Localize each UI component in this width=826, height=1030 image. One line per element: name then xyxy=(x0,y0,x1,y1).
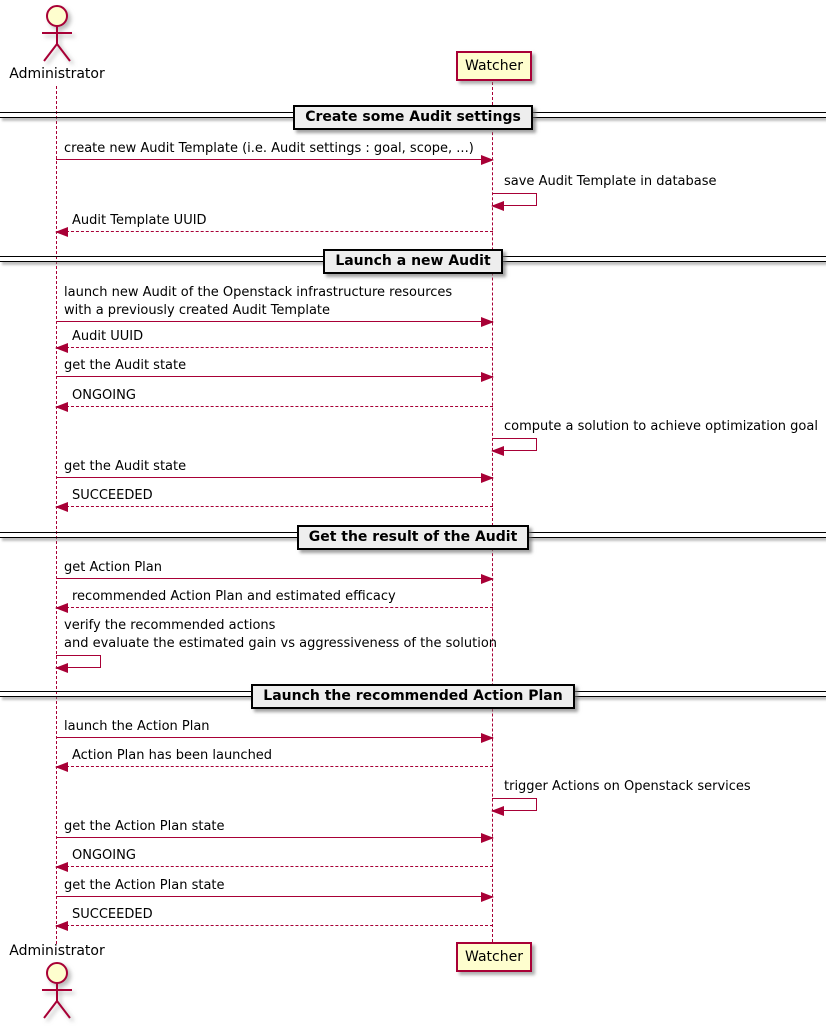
message-ongoing-1 xyxy=(56,388,493,407)
message-label: SUCCEEDED xyxy=(72,488,153,503)
message-label: recommended Action Plan and estimated efficacy xyxy=(72,589,396,604)
message-succeeded-2 xyxy=(56,907,493,926)
arrowhead-left-icon xyxy=(55,502,68,512)
message-action-plan-launched xyxy=(56,748,493,767)
arrowhead-right-icon xyxy=(481,833,494,843)
arrow-line xyxy=(56,578,493,579)
actor-icon xyxy=(36,961,78,1021)
divider-launch-new-audit xyxy=(0,249,826,273)
self-message-verify-actions xyxy=(56,618,576,668)
arrowhead-left-icon xyxy=(55,402,68,412)
message-label: get the Action Plan state xyxy=(64,819,225,834)
message-recommended-action-plan xyxy=(56,589,493,608)
self-message-trigger-actions xyxy=(492,779,826,811)
message-get-action-plan xyxy=(56,560,493,579)
administrator-actor-top xyxy=(0,4,114,82)
message-label: with a previously created Audit Template xyxy=(64,303,331,318)
message-audit-template-uuid xyxy=(56,213,493,232)
message-launch-new-audit xyxy=(56,285,493,322)
self-arrow-line xyxy=(492,193,537,206)
arrowhead-left-icon xyxy=(491,806,504,816)
message-label: ONGOING xyxy=(72,388,136,403)
message-label: Action Plan has been launched xyxy=(72,748,273,763)
self-message-save-template xyxy=(492,174,826,206)
message-label: ONGOING xyxy=(72,848,136,863)
watcher-label-top: Watcher xyxy=(465,58,523,74)
message-ongoing-2 xyxy=(56,848,493,867)
arrowhead-right-icon xyxy=(481,155,494,165)
arrowhead-left-icon xyxy=(55,343,68,353)
arrowhead-left-icon xyxy=(55,762,68,772)
self-arrow-line xyxy=(492,438,537,451)
arrow-line xyxy=(56,477,493,478)
arrow-line xyxy=(56,347,493,348)
arrowhead-left-icon xyxy=(55,663,68,673)
arrow-line xyxy=(56,737,493,738)
arrowhead-left-icon xyxy=(491,201,504,211)
message-label: save Audit Template in database xyxy=(504,174,717,189)
message-label: and evaluate the estimated gain vs aggressiveness of the solution xyxy=(64,636,498,651)
arrow-line xyxy=(56,321,493,322)
arrow-line xyxy=(56,896,493,897)
message-get-audit-state-2 xyxy=(56,459,493,478)
arrowhead-left-icon xyxy=(55,862,68,872)
arrow-line xyxy=(56,766,493,767)
message-label: create new Audit Template (i.e. Audit settings : goal, scope, ...) xyxy=(64,141,474,156)
divider-label: Launch a new Audit xyxy=(323,249,502,274)
message-label: launch the Action Plan xyxy=(64,719,210,734)
divider-create-audit-settings xyxy=(0,105,826,129)
message-label: verify the recommended actions xyxy=(64,618,276,633)
message-get-action-plan-state-1 xyxy=(56,819,493,838)
arrowhead-right-icon xyxy=(481,473,494,483)
arrowhead-left-icon xyxy=(55,603,68,613)
arrow-line xyxy=(56,837,493,838)
arrow-line xyxy=(56,231,493,232)
arrowhead-left-icon xyxy=(491,446,504,456)
arrowhead-right-icon xyxy=(481,574,494,584)
message-label: trigger Actions on Openstack services xyxy=(504,779,751,794)
self-message-compute-solution xyxy=(492,419,826,451)
arrow-line xyxy=(56,925,493,926)
arrow-line xyxy=(56,607,493,608)
arrow-line xyxy=(56,376,493,377)
actor-icon xyxy=(36,4,78,64)
administrator-label-top: Administrator xyxy=(9,66,105,82)
divider-label: Create some Audit settings xyxy=(293,105,533,130)
arrow-line xyxy=(56,159,493,160)
self-arrow-line xyxy=(492,798,537,811)
arrowhead-left-icon xyxy=(55,227,68,237)
message-label: get Action Plan xyxy=(64,560,162,575)
message-label: get the Action Plan state xyxy=(64,878,225,893)
message-create-audit-template xyxy=(56,141,493,160)
watcher-participant-top xyxy=(456,51,532,81)
message-succeeded-1 xyxy=(56,488,493,507)
message-label: compute a solution to achieve optimization goal xyxy=(504,419,818,434)
divider-label: Launch the recommended Action Plan xyxy=(251,684,574,709)
arrowhead-right-icon xyxy=(481,733,494,743)
arrowhead-right-icon xyxy=(481,372,494,382)
message-label: Audit UUID xyxy=(72,329,144,344)
watcher-participant-bottom xyxy=(456,942,532,972)
arrow-line xyxy=(56,866,493,867)
arrow-line xyxy=(56,506,493,507)
message-label: SUCCEEDED xyxy=(72,907,153,922)
divider-launch-action-plan xyxy=(0,684,826,708)
watcher-label-bottom: Watcher xyxy=(465,949,523,965)
message-label: get the Audit state xyxy=(64,358,187,373)
message-launch-action-plan xyxy=(56,719,493,738)
message-get-audit-state-1 xyxy=(56,358,493,377)
message-audit-uuid xyxy=(56,329,493,348)
self-arrow-line xyxy=(56,655,101,668)
divider-label: Get the result of the Audit xyxy=(297,525,530,550)
message-label: launch new Audit of the Openstack infrastructure resources xyxy=(64,285,453,300)
divider-get-audit-result xyxy=(0,525,826,549)
arrowhead-right-icon xyxy=(481,892,494,902)
administrator-actor-bottom xyxy=(0,943,114,1021)
message-label: get the Audit state xyxy=(64,459,187,474)
message-label: Audit Template UUID xyxy=(72,213,207,228)
arrow-line xyxy=(56,406,493,407)
arrowhead-right-icon xyxy=(481,317,494,327)
message-get-action-plan-state-2 xyxy=(56,878,493,897)
arrowhead-left-icon xyxy=(55,921,68,931)
administrator-label-bottom: Administrator xyxy=(9,943,105,959)
